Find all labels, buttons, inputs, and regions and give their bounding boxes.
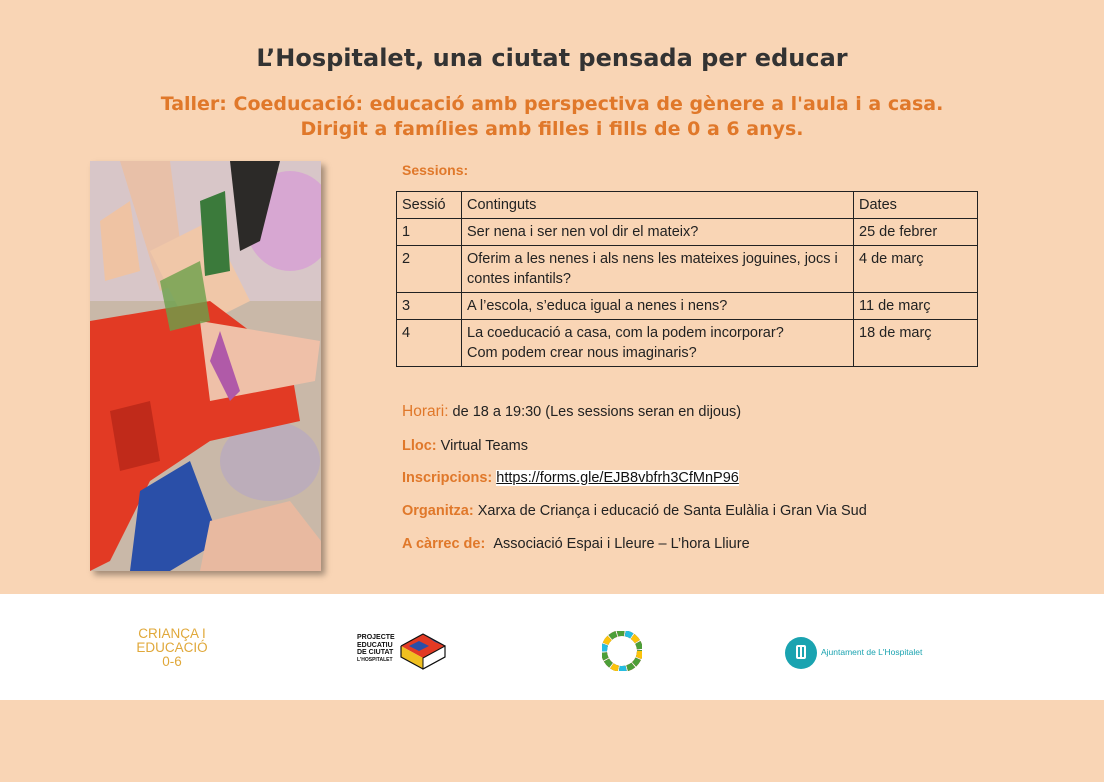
crianca-line: EDUCACIÓ [136, 640, 208, 655]
organitza-label: Organitza: [402, 503, 474, 519]
session-date: 18 de març [854, 320, 978, 367]
ajuntament-crest-icon [785, 637, 817, 669]
content-line: Oferim a les nenes i als nens les mateixes joguines, jocs i [467, 251, 838, 267]
sessions-label: Sessions: [402, 162, 469, 178]
session-content [462, 320, 854, 367]
lloc-value: Virtual Teams [440, 438, 528, 454]
header-dates: Dates [854, 192, 978, 219]
projecte-line: L'HOSPITALET [357, 656, 393, 663]
session-number: 2 [397, 246, 462, 293]
painted-hands-photo [90, 161, 321, 571]
house-cube-icon [399, 632, 447, 670]
content-line: Ser nena i ser nen vol dir el mateix? [467, 224, 699, 240]
horari-value: de 18 a 19:30 (Les sessions seran en dijous) [452, 404, 742, 420]
content-line: La coeducació a casa, com la podem incorporar? [467, 325, 784, 341]
sdg-wheel-icon [602, 631, 642, 671]
table-row [397, 246, 978, 293]
session-content [462, 246, 854, 293]
carrec-label: A càrrec de: [402, 536, 486, 552]
inscripcions-label: Inscripcions: [402, 470, 493, 486]
header-continguts: Continguts [462, 192, 854, 219]
carrec-line [402, 536, 750, 552]
carrec-value: Associació Espai i Lleure – L’hora Lliure [493, 536, 750, 552]
session-date: 11 de març [854, 293, 978, 320]
logos-band [0, 594, 1104, 700]
crianca-educacio-logo [118, 627, 226, 669]
projecte-line: PROJECTE [357, 634, 395, 641]
table-row [397, 219, 978, 246]
table-row [397, 293, 978, 320]
lloc-line [402, 438, 528, 454]
inscripcions-link[interactable]: https://forms.gle/EJB8vbfrh3CfMnP96 [496, 470, 739, 486]
projecte-line: DE CIUTAT [357, 649, 394, 656]
projecte-educatiu-logo [357, 632, 449, 672]
horari-line [402, 403, 741, 421]
ajuntament-name: Ajuntament de L'Hospitalet [821, 647, 923, 657]
session-content [462, 293, 854, 320]
page-title: L’Hospitalet, una ciutat pensada per educar [256, 44, 848, 72]
session-number: 4 [397, 320, 462, 367]
session-number: 1 [397, 219, 462, 246]
session-content [462, 219, 854, 246]
horari-label: Horari: [402, 403, 449, 420]
lloc-label: Lloc: [402, 438, 437, 454]
session-number: 3 [397, 293, 462, 320]
content-line: Com podem crear nous imaginaris? [467, 345, 697, 361]
sessions-table [396, 191, 978, 367]
table-header-row [397, 192, 978, 219]
organitza-line [402, 503, 867, 519]
content-line: A l’escola, s’educa igual a nenes i nens? [467, 298, 728, 314]
content-line: contes infantils? [467, 271, 571, 287]
ajuntament-logo [785, 637, 935, 669]
subtitle-line-2: Dirigit a famílies amb filles i fills de 0 a 6 anys. [300, 118, 804, 140]
table-row [397, 320, 978, 367]
workshop-subtitle [0, 92, 1104, 142]
session-date: 4 de març [854, 246, 978, 293]
session-date: 25 de febrer [854, 219, 978, 246]
organitza-value: Xarxa de Criança i educació de Santa Eulàlia i Gran Via Sud [477, 503, 867, 519]
header-sessio: Sessió [397, 192, 462, 219]
inscripcions-line [402, 470, 739, 486]
projecte-line: EDUCATIU [357, 641, 393, 649]
crianca-line: CRIANÇA I [138, 626, 206, 641]
subtitle-line-1: Taller: Coeducació: educació amb perspectiva de gènere a l'aula i a casa. [160, 93, 944, 115]
crianca-line: 0-6 [162, 654, 182, 669]
